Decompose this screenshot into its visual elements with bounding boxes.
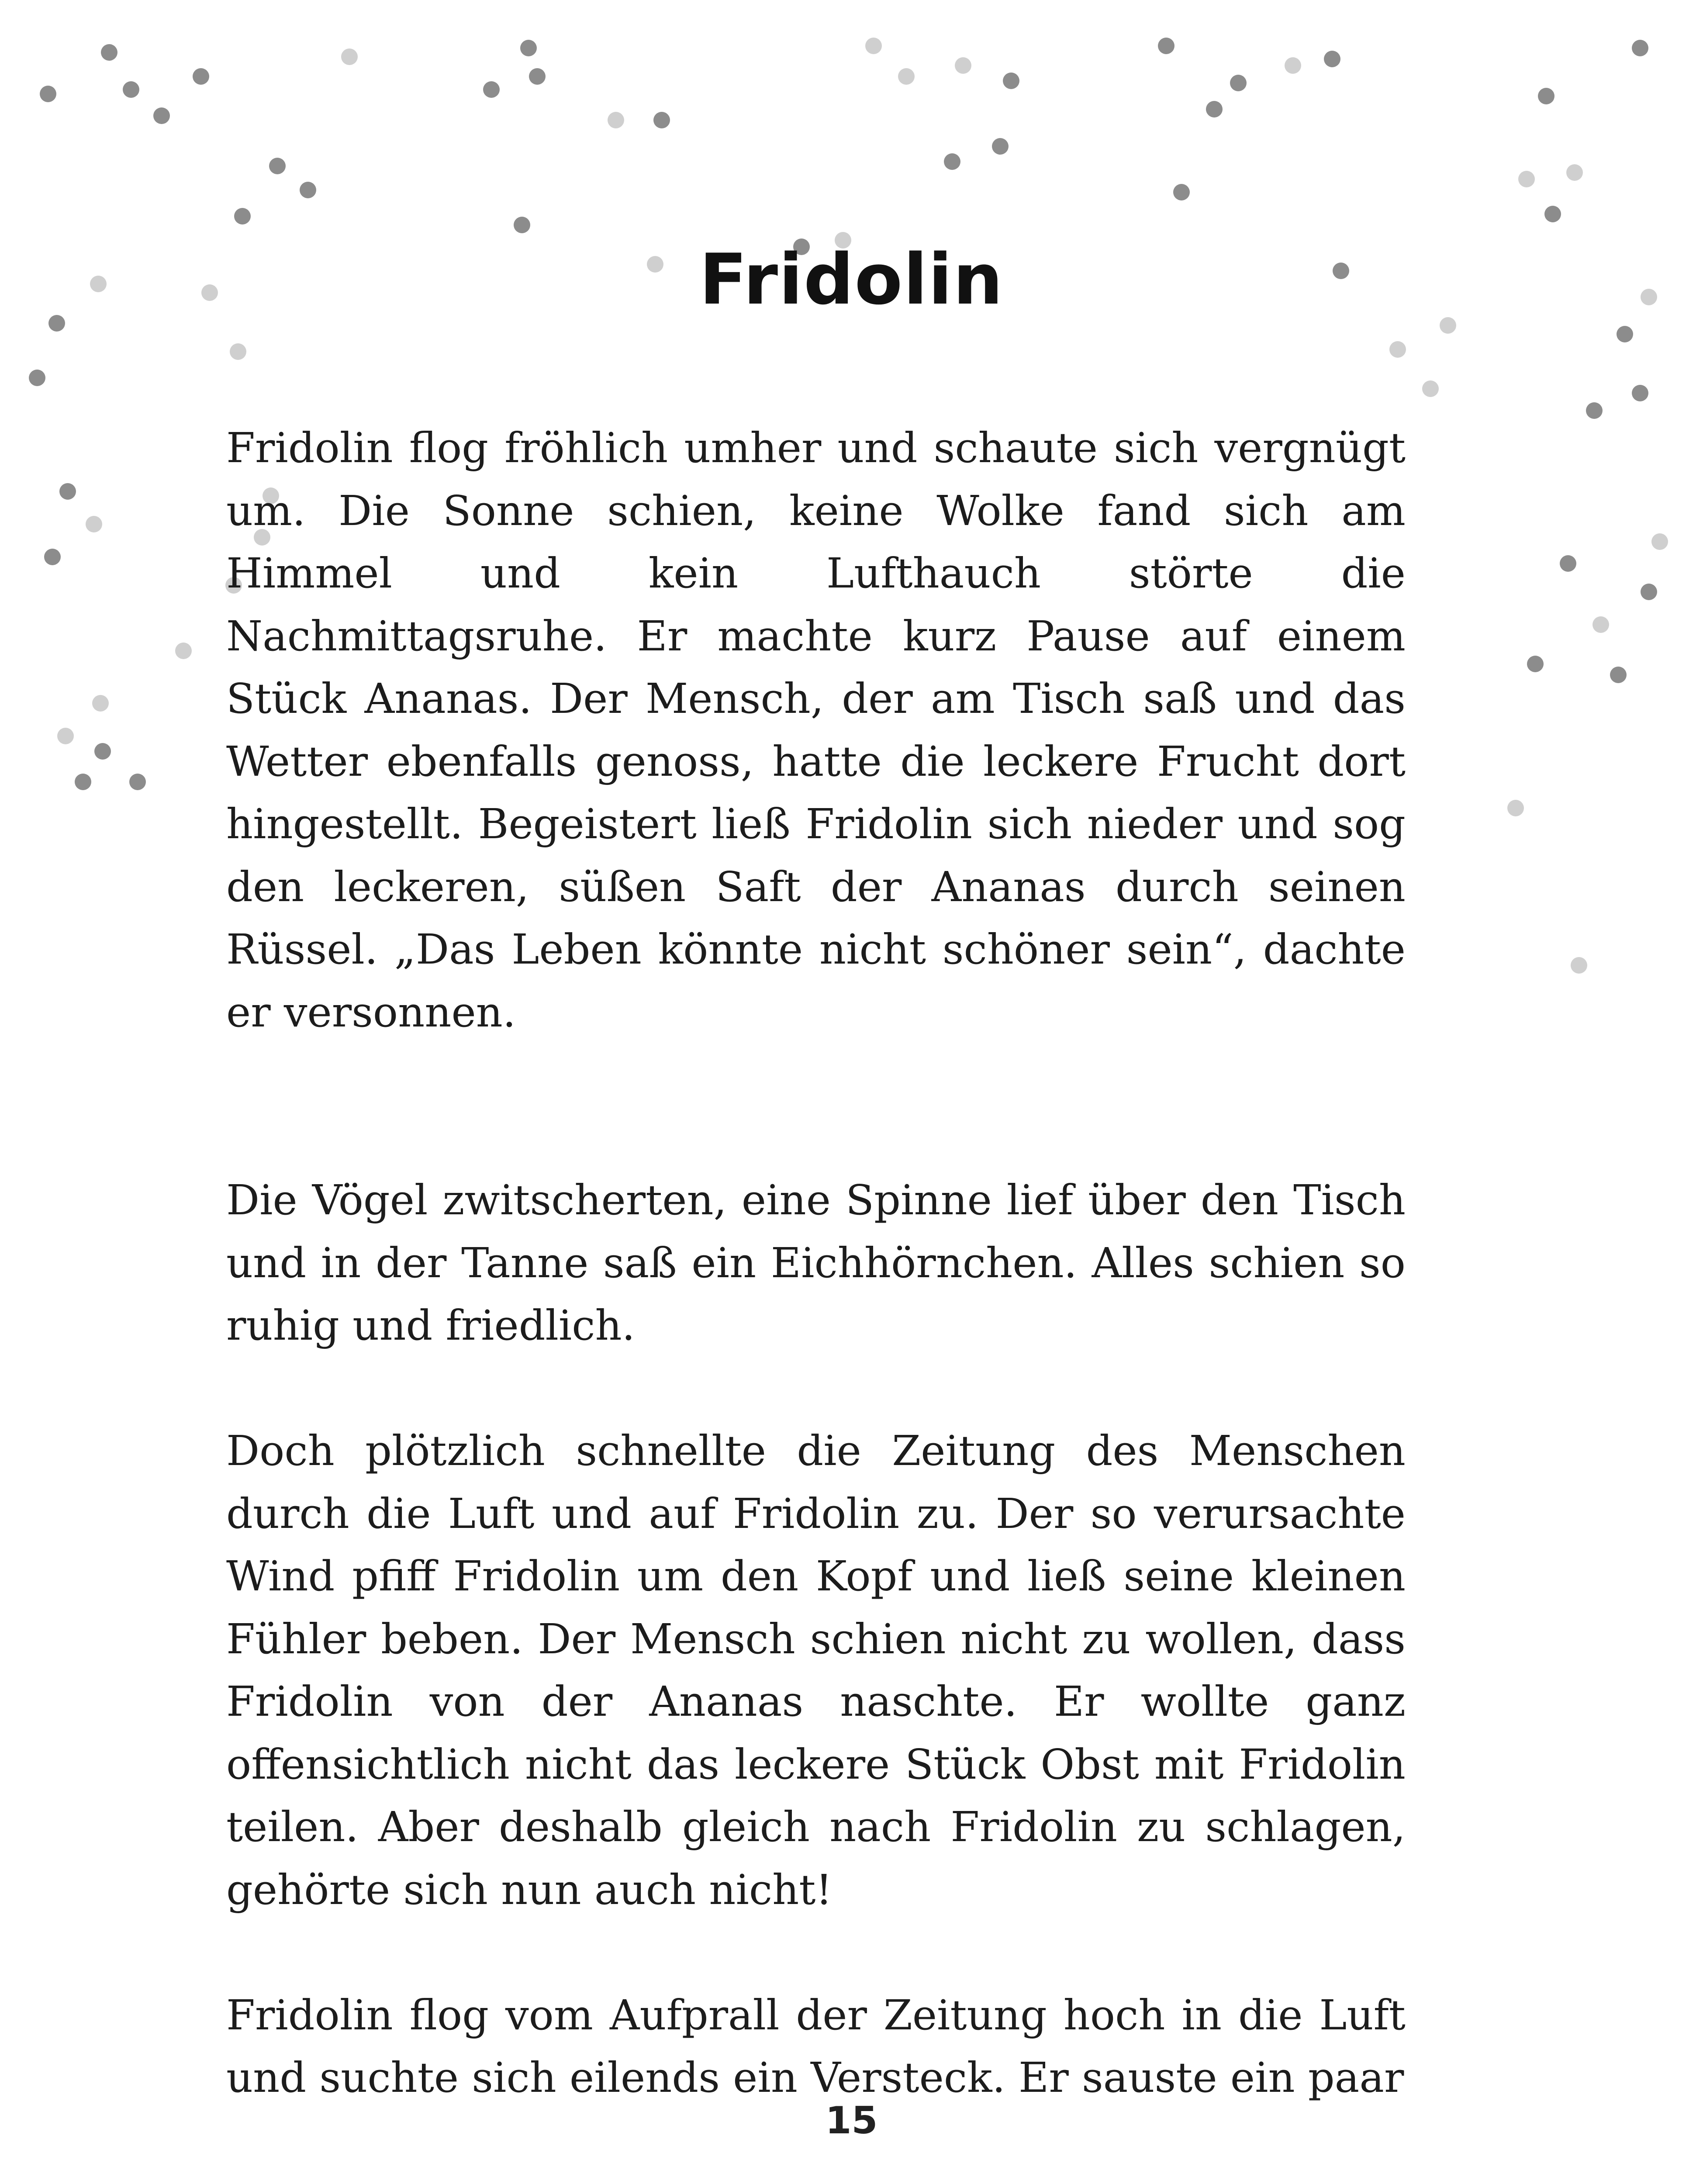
confetti-dot (514, 217, 530, 233)
confetti-dot (944, 153, 960, 170)
confetti-dot (92, 695, 109, 712)
confetti-dot (40, 86, 56, 102)
confetti-dot (1507, 800, 1524, 816)
confetti-dot (1173, 184, 1190, 200)
confetti-dot (520, 40, 537, 56)
confetti-dot (1566, 164, 1583, 181)
paragraph-2: Die Vögel zwitscherten, eine Spinne lief über den Tisch und in der Tanne saß ein Eichhörnchen. Alles schien so ruhig und friedlich. (226, 1176, 1406, 1350)
confetti-dot (653, 112, 670, 128)
confetti-dot (529, 68, 546, 85)
confetti-dot (1544, 206, 1561, 222)
page-number: 15 (825, 2099, 878, 2143)
confetti-dot (300, 182, 316, 198)
confetti-dot (608, 112, 624, 128)
confetti-dot (1617, 326, 1633, 342)
confetti-dot (1158, 38, 1174, 54)
paragraph-1: Fridolin flog fröhlich umher und schaute sich vergnügt um. Die Sonne schien, keine Wolke fand sich am Himmel und kein Lufthauch störte die Nachmittagsruhe. Er machte kurz Pause auf einem Stück Ananas. Der Mensch, der am Tisch saß und das Wetter ebenfalls genoss, hatte die leckere Frucht dort hingestellt. Begeistert ließ Fridolin sich nieder und sog den leckeren, süßen Saft der Ananas durch seinen Rüssel. „Das Leben könnte nicht schöner sein“, dachte er versonnen. (226, 424, 1406, 1037)
confetti-dot (1641, 584, 1657, 600)
confetti-dot (1632, 385, 1648, 401)
confetti-dot (193, 68, 209, 85)
confetti-dot (1651, 533, 1668, 550)
confetti-dot (1230, 75, 1247, 91)
confetti-dot (483, 81, 500, 98)
confetti-dot (234, 208, 251, 225)
confetti-dot (1003, 73, 1019, 89)
confetti-dot (1571, 957, 1587, 974)
confetti-dot (29, 370, 45, 386)
confetti-dot (1586, 402, 1603, 419)
confetti-dot (1560, 555, 1576, 572)
paragraph-4: Fridolin flog vom Aufprall der Zeitung hoch in die Luft und suchte sich eilends ein Versteck. Er sauste ein paar (226, 1991, 1406, 2102)
confetti-dot (341, 48, 358, 65)
confetti-dot (865, 38, 882, 54)
confetti-dot (101, 44, 117, 61)
confetti-dot (1422, 380, 1439, 397)
confetti-dot (992, 138, 1009, 155)
confetti-dot (1285, 57, 1301, 74)
confetti-dot (1389, 341, 1406, 358)
confetti-dot (94, 743, 111, 760)
confetti-dot (175, 643, 192, 659)
confetti-dot (123, 81, 139, 98)
confetti-dot (44, 549, 61, 565)
confetti-dot (75, 774, 91, 790)
paragraph-3: Doch plötzlich schnellte die Zeitung des Menschen durch die Luft und auf Fridolin zu. Der so verursachte Wind pfiff Fridolin um den Kopf und ließ seine kleinen Fühler beben. Der Mensch schien nicht zu wollen, dass Fridolin von der Ananas naschte. Er wollte ganz offensichtlich nicht das leckere Stück Obst mit Fridolin teilen. Aber deshalb gleich nach Fridolin zu schlagen, gehörte sich nun auch nicht! (226, 1427, 1406, 1914)
confetti-dot (1527, 656, 1544, 672)
confetti-dot (129, 774, 146, 790)
confetti-dot (153, 107, 170, 124)
chapter-title: Fridolin (699, 238, 1004, 320)
confetti-dot (1538, 88, 1554, 104)
confetti-dot (1518, 171, 1535, 187)
confetti-dot (1632, 40, 1648, 56)
confetti-dot (955, 57, 971, 74)
confetti-dot (1592, 616, 1609, 633)
confetti-dot (1610, 667, 1627, 683)
confetti-dot (898, 68, 915, 85)
confetti-dot (1324, 51, 1340, 67)
confetti-dot (86, 516, 102, 532)
confetti-dot (57, 728, 74, 744)
confetti-dot (1206, 101, 1223, 117)
confetti-dot (269, 158, 286, 174)
confetti-dot (230, 343, 246, 360)
story-text (226, 417, 1406, 2172)
confetti-dot (59, 483, 76, 500)
